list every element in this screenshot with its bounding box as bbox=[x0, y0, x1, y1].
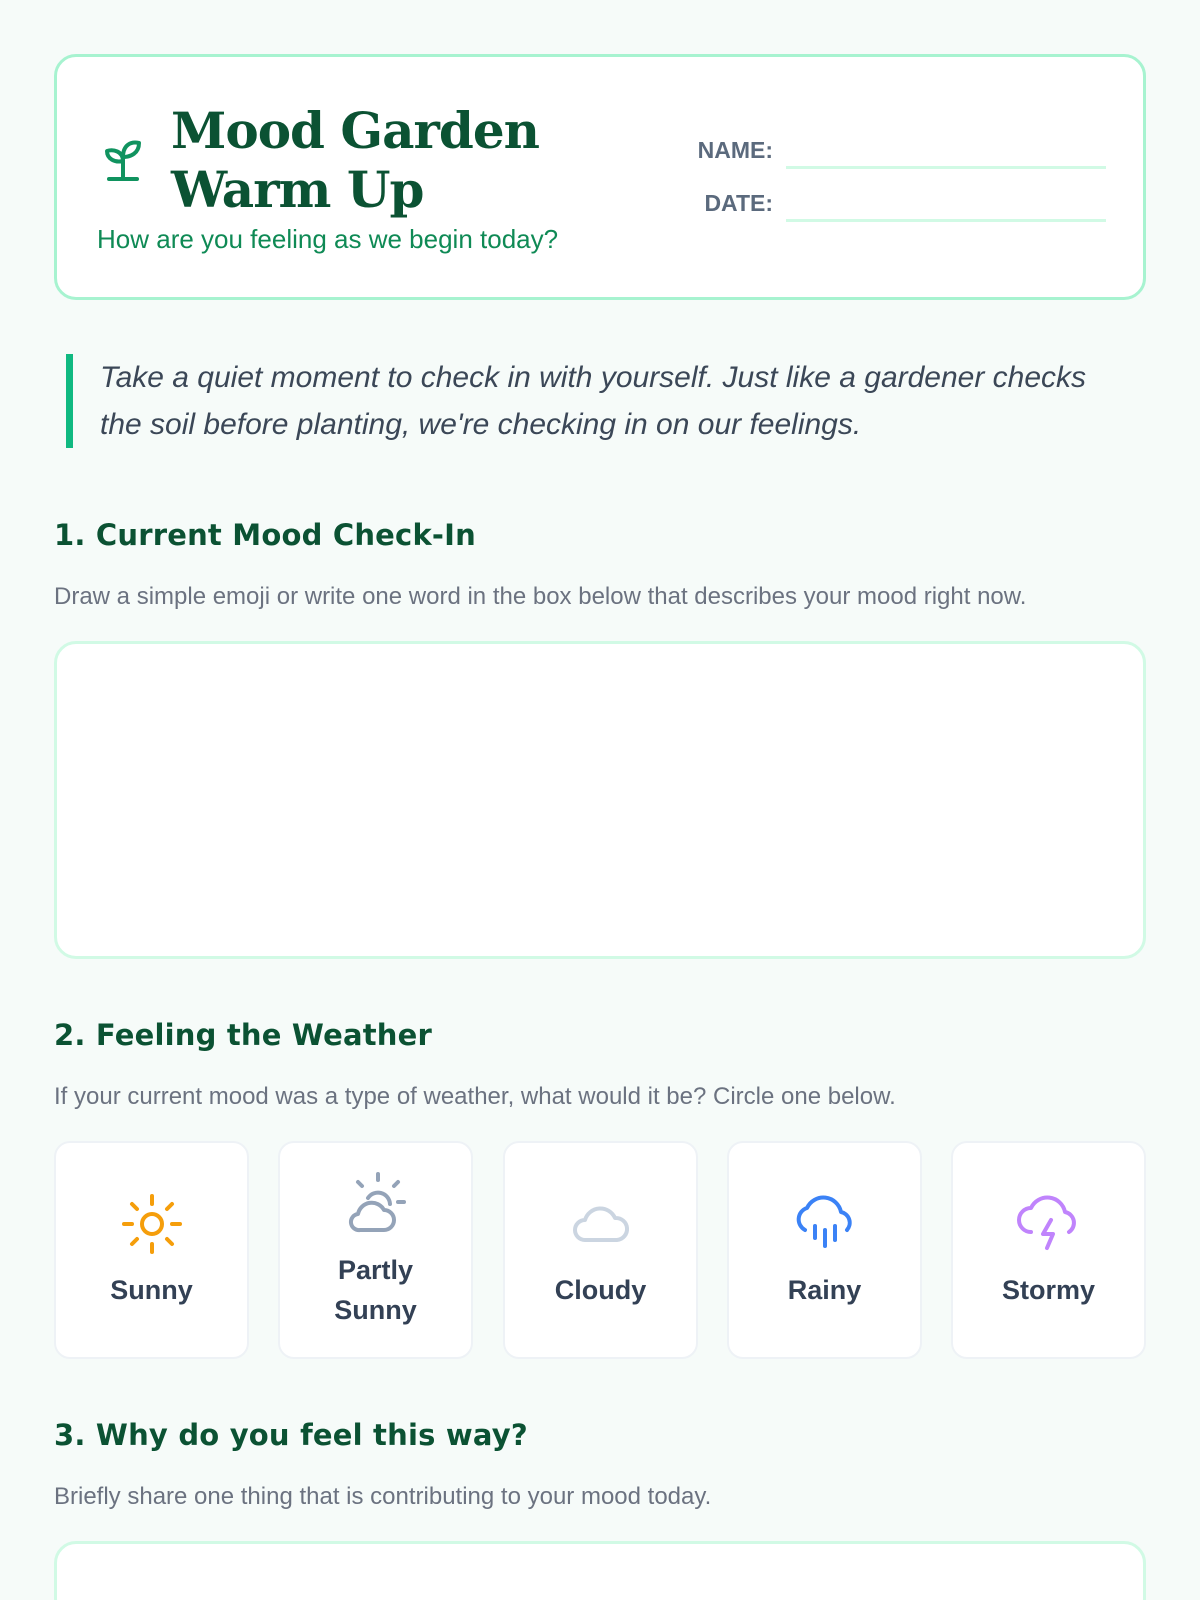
weather-label: Sunny bbox=[110, 1275, 193, 1305]
page-subtitle: How are you feeling as we begin today? bbox=[97, 224, 559, 254]
reason-answer-box[interactable] bbox=[54, 1541, 1146, 1600]
partly-sunny-icon bbox=[342, 1170, 410, 1238]
weather-label: Partly Sunny bbox=[334, 1255, 417, 1325]
header-card bbox=[54, 54, 1146, 300]
section-3-description: Briefly share one thing that is contributing to your mood today. bbox=[54, 1483, 712, 1510]
section-1-title: 1. Current Mood Check-In bbox=[54, 518, 477, 552]
weather-option-sunny[interactable] bbox=[54, 1141, 249, 1359]
section-3-title: 3. Why do you feel this way? bbox=[54, 1418, 528, 1452]
weather-options bbox=[54, 1141, 1146, 1359]
weather-option-cloudy[interactable] bbox=[503, 1141, 698, 1359]
section-2-title: 2. Feeling the Weather bbox=[54, 1018, 432, 1052]
name-label: NAME: bbox=[697, 137, 773, 163]
weather-option-stormy[interactable] bbox=[951, 1141, 1146, 1359]
weather-option-partly-sunny[interactable] bbox=[278, 1141, 473, 1359]
date-label: DATE: bbox=[704, 190, 773, 216]
intro-quote: Take a quiet moment to check in with yourself. Just like a gardener checks the soil before planting, we're checking in on our feelings. bbox=[66, 354, 1126, 448]
storm-icon bbox=[1015, 1190, 1083, 1258]
sprout-icon bbox=[103, 137, 143, 183]
weather-label: Stormy bbox=[1001, 1275, 1096, 1305]
section-1-description: Draw a simple emoji or write one word in the box below that describes your mood right now. bbox=[54, 583, 1027, 610]
sun-icon bbox=[118, 1190, 186, 1258]
date-field[interactable] bbox=[786, 219, 1106, 222]
section-2-description: If your current mood was a type of weather, what would it be? Circle one below. bbox=[54, 1083, 896, 1110]
mood-answer-box[interactable] bbox=[54, 641, 1146, 959]
weather-label: Cloudy bbox=[554, 1275, 647, 1305]
weather-option-rainy[interactable] bbox=[727, 1141, 922, 1359]
rain-icon bbox=[791, 1190, 859, 1258]
name-field[interactable] bbox=[786, 166, 1106, 169]
weather-label: Rainy bbox=[787, 1275, 862, 1305]
page-title: Mood Garden Warm Up bbox=[171, 101, 539, 219]
cloud-icon bbox=[567, 1190, 635, 1258]
